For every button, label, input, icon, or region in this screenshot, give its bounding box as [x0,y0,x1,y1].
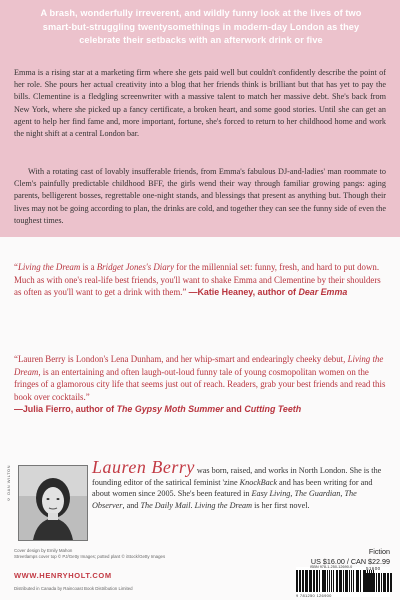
quote-attribution [189,287,348,297]
quote-open: “ [14,262,18,272]
barcode-bar [367,573,369,592]
barcode-bar [317,570,318,592]
publisher-url[interactable]: WWW.HENRYHOLT.COM [14,571,112,580]
price-label: US $16.00 / CAN $22.99 [310,557,390,566]
synopsis-paragraph-2: With a rotating cast of lovably insufferable friends, from Emma's fabulous DJ-and-ladies' man roommate to Clem's painfully predictable childhood BFF, the girls wend their way through familiar growing pangs: aging parents, belligerent bosses, regrettable one-night stands, and blessings that present as anything but. Though their lives may not be going according to plan, the drinks are cold, and together they can see the funny side of even the toughest times. [14,167,386,225]
isbn-label: ISBN 978-1-250-12690-0 [309,565,353,569]
review-quote-2 [14,353,386,416]
bio-text: , [340,489,345,499]
barcode-bar [305,570,307,592]
bio-text: and has been writing for and about women since 2005. She's been featured in [92,477,373,499]
quote-attribution [14,404,301,414]
publication: Easy Living [251,489,291,499]
price-addon-code: 51600 [366,566,381,571]
barcode-bar [357,570,359,592]
barcode-bar [381,573,382,592]
bio-text: , [290,489,295,499]
quote-text: is a [80,262,97,272]
zine-title: KnockBack [239,477,277,487]
barcode-bar [310,570,312,592]
barcode-bar [331,570,333,592]
publication: The Observer [92,489,357,511]
barcode-bar [297,570,298,592]
book-title-ref: Living the Dream [17,262,81,272]
ean-number: 9 781250 126900 [296,593,332,598]
barcode-bar [360,570,361,592]
headline: A brash, wonderfully irreverent, and wildly funny look at the lives of two smart-but-struggling twentysomethings in modern-day London as they celebrate their setbacks with an afterwork drink or five [40,8,362,46]
barcode-bar [339,570,341,592]
bio-text: , and [122,501,141,511]
barcode-bar [384,573,386,592]
cover-image-credit: Streetlamps cover top © PJ/Getty Images; potted plant © iStock/Getty Images [14,554,166,559]
genre-label: Fiction [368,547,390,556]
photo-credit: © DAN WILTON [6,465,11,502]
barcode-bar [327,570,328,592]
distribution-note: Distributed in Canada by Raincoast Book Distribution Limited [14,586,133,591]
barcode-icon [296,570,375,592]
attribution-work: Cutting Teeth [244,404,302,415]
barcode-bar [346,570,348,592]
attribution-work: Dear Emma [298,287,348,298]
barcode-bar [299,570,301,592]
bio-text: was born, raised, and works in North London. She is the founding editor of the satirical feminist 'zine [92,466,382,487]
barcode-bar [372,573,373,592]
barcode-bar [376,573,377,592]
barcode-bar [337,570,339,592]
book-title-ref: Living the Dream [194,501,253,511]
barcode-bar [313,570,315,592]
author-photo [18,465,88,541]
barcode-bar [390,573,392,592]
attribution-text: and [223,404,245,415]
author-name: Lauren Berry [92,457,195,477]
addon-barcode-icon [366,573,392,592]
attribution-text: —Julia Fierro, author of [14,404,117,415]
attribution-work: The Gypsy Moth Summer [116,404,224,415]
cover-design-credit: Cover design by Emily Mahon [14,548,73,553]
quote-text: “Lauren Berry is London's Lena Dunham, and her whip-smart and endearingly cheeky debut, [14,354,348,364]
barcode-bar [388,573,389,592]
barcode-bar [333,570,334,592]
publication: The Guardian [294,489,341,499]
barcode-bar [303,570,304,592]
barcode-bar [319,570,320,592]
review-quote-1 [14,261,386,299]
synopsis-paragraph-1: Emma is a rising star at a marketing firm where she gets paid well but couldn't confidently describe the point of her role. She pours her actual creativity into a blog that her friends think is brilliant but that has yet to pay the bills. Clementine is a fledgling screenwriter with a massive talent to match her massive debt. She's back from New York, where she picked up a fancy certificate, a broken heart, and some good stories. Until she can get an agent to help her find fame and, more important, fortune, she's forced to return to her childhood home and work the night shift at a central London bar. [14,68,386,139]
barcode-bar [345,570,346,592]
barcode-bar [351,570,352,592]
bio-text: is her first novel. [252,501,310,511]
cover-credits [14,548,214,560]
barcode-bar [353,570,355,592]
quote-text: for the millennial set: funny, fresh, and hard to put down. Much as with one's real-life best friends, you'll want to shake Emma and Clementine by their shoulders as often as you'll want to get a drink with them.” [14,262,381,298]
book-title-ref: Living the Dream [14,354,384,377]
author-bio [92,457,382,512]
quote-text: , is an entertaining and often laugh-out-loud funny tale of young cosmopolitan women on the fringes of a glamorous city life that seems just out of reach. Readers, grab your best friends and read this book over cocktails.” [14,366,386,402]
attribution-text: —Katie Heaney, author of [188,287,299,298]
publication: The Daily Mail [140,501,191,511]
barcode-bar [324,570,326,592]
comparison-title: Bridget Jones's Diary [96,262,175,272]
bio-text: . [190,501,195,511]
